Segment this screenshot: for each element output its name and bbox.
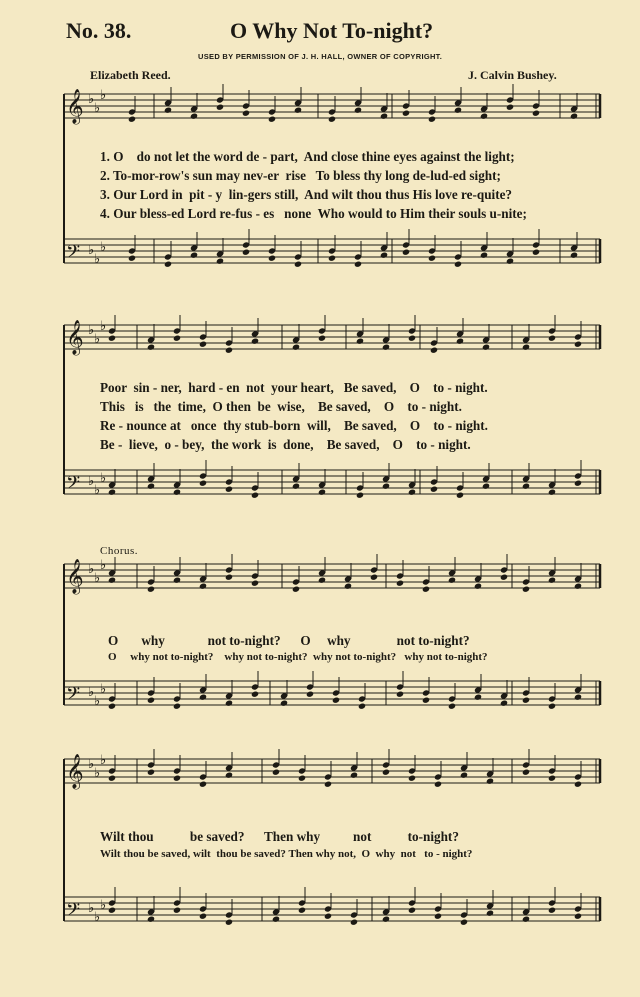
note-head (354, 107, 362, 114)
flat-icon: ♭ (88, 323, 95, 338)
note-head (548, 577, 556, 584)
note-head (522, 769, 530, 776)
note-head (428, 255, 436, 262)
note-head (356, 492, 364, 499)
note-head (268, 116, 276, 123)
note-head (548, 907, 556, 914)
flat-icon: ♭ (100, 753, 107, 768)
flat-icon: ♭ (100, 471, 107, 486)
note-head (430, 347, 438, 354)
note-head (350, 772, 358, 779)
flat-icon: ♭ (94, 252, 101, 267)
note-head (344, 583, 352, 590)
note-head (225, 486, 233, 493)
note-head (548, 775, 556, 782)
note-head (108, 577, 116, 584)
flat-icon: ♭ (100, 240, 107, 255)
note-head (306, 691, 314, 698)
bass-clef-icon: 𝄢 (66, 684, 81, 709)
note-head (164, 261, 172, 268)
note-head (292, 483, 300, 490)
note-head (460, 919, 468, 926)
flat-icon: ♭ (94, 910, 101, 925)
flat-icon: ♭ (94, 101, 101, 116)
note-head (199, 583, 207, 590)
note-head (422, 586, 430, 593)
note-head (402, 110, 410, 117)
note-head (272, 769, 280, 776)
flat-icon: ♭ (94, 332, 101, 347)
note-head (147, 483, 155, 490)
note-head (292, 586, 300, 593)
note-head (574, 694, 582, 701)
flat-icon: ♭ (88, 92, 95, 107)
hymn-number: No. 38. (66, 18, 132, 43)
note-head (522, 483, 530, 490)
note-head (474, 583, 482, 590)
note-head (199, 694, 207, 701)
chorus-label: Chorus. (100, 545, 139, 557)
note-head (522, 344, 530, 351)
note-head (268, 255, 276, 262)
note-head (454, 261, 462, 268)
note-head (486, 910, 494, 917)
note-head (294, 107, 302, 114)
note-head (225, 574, 233, 581)
note-head (354, 261, 362, 268)
note-head (199, 341, 207, 348)
note-head (225, 700, 233, 707)
note-head (460, 772, 468, 779)
note-head (448, 577, 456, 584)
note-head (225, 772, 233, 779)
note-head (522, 916, 530, 923)
note-head (356, 338, 364, 345)
flat-icon: ♭ (94, 571, 101, 586)
note-head (173, 489, 181, 496)
note-head (428, 116, 436, 123)
note-head (216, 258, 224, 265)
verse-3-line-a: 3. Our Lord in pit - y lin-gers still, And wilt thou thus His love re-quite? (100, 187, 513, 202)
note-head (164, 107, 172, 114)
note-head (522, 586, 530, 593)
note-head (128, 255, 136, 262)
bass-clef-icon: 𝄢 (66, 900, 81, 925)
note-head (358, 703, 366, 710)
note-head (280, 700, 288, 707)
note-head (370, 574, 378, 581)
note-head (574, 583, 582, 590)
note-head (382, 769, 390, 776)
flat-icon: ♭ (88, 901, 95, 916)
note-head (173, 703, 181, 710)
note-head (522, 697, 530, 704)
note-head (456, 338, 464, 345)
note-head (199, 913, 207, 920)
note-head (292, 344, 300, 351)
note-head (574, 781, 582, 788)
note-head (532, 110, 540, 117)
note-head (382, 344, 390, 351)
note-head (396, 691, 404, 698)
flat-icon: ♭ (100, 898, 107, 913)
note-head (324, 781, 332, 788)
note-head (548, 335, 556, 342)
chorus-line-1-lower: O why not to-night? why not to-night? why not to-night? why not to-night? (108, 651, 488, 663)
note-head (570, 113, 578, 120)
note-head (396, 580, 404, 587)
note-head (434, 781, 442, 788)
note-head (216, 104, 224, 111)
copyright-permission: USED BY PERMISSION OF J. H. HALL, OWNER OF COPYRIGHT. (198, 52, 443, 61)
flat-icon: ♭ (94, 766, 101, 781)
verse-4-line-a: 4. Our bless-ed Lord re-fus - es none Who would to Him their souls u-nite; (100, 206, 527, 221)
flat-icon: ♭ (88, 757, 95, 772)
flat-icon: ♭ (88, 685, 95, 700)
flat-icon: ♭ (94, 694, 101, 709)
note-head (251, 580, 259, 587)
note-head (500, 700, 508, 707)
note-head (251, 338, 259, 345)
note-head (251, 691, 259, 698)
note-head (272, 916, 280, 923)
note-head (380, 113, 388, 120)
note-head (408, 335, 416, 342)
note-head (402, 249, 410, 256)
note-head (382, 916, 390, 923)
note-head (147, 769, 155, 776)
note-head (190, 113, 198, 120)
note-head (434, 913, 442, 920)
note-head (108, 335, 116, 342)
note-head (328, 255, 336, 262)
chorus-line-2-upper: Wilt thou be saved? Then why not to-night? (100, 829, 459, 844)
flat-icon: ♭ (88, 562, 95, 577)
flat-icon: ♭ (94, 483, 101, 498)
note-head (408, 907, 416, 914)
note-head (318, 577, 326, 584)
note-head (294, 261, 302, 268)
chorus-line-2-lower: Wilt thou be saved, wilt thou be saved? Then why not, O why not to - night? (100, 848, 473, 860)
note-head (108, 775, 116, 782)
note-head (251, 492, 259, 499)
note-head (318, 335, 326, 342)
treble-clef-icon: 𝄞 (66, 754, 84, 789)
note-head (225, 919, 233, 926)
note-head (350, 919, 358, 926)
note-head (474, 694, 482, 701)
note-head (456, 492, 464, 499)
verse-2-line-b: This is the time, O then be wise, Be saved, O to - night. (100, 399, 462, 414)
note-head (173, 335, 181, 342)
note-head (382, 483, 390, 490)
note-head (422, 697, 430, 704)
flat-icon: ♭ (88, 243, 95, 258)
note-head (173, 907, 181, 914)
hymn-title: O Why Not To-night? (230, 18, 434, 43)
note-head (128, 116, 136, 123)
note-head (332, 697, 340, 704)
note-head (430, 486, 438, 493)
treble-clef-icon: 𝄞 (66, 89, 84, 124)
note-head (500, 574, 508, 581)
note-head (480, 252, 488, 259)
note-head (147, 344, 155, 351)
note-head (532, 249, 540, 256)
composer-credit: J. Calvin Bushey. (468, 68, 557, 82)
note-head (328, 116, 336, 123)
note-head (298, 907, 306, 914)
flat-icon: ♭ (100, 319, 107, 334)
note-head (574, 913, 582, 920)
note-head (548, 703, 556, 710)
note-head (318, 489, 326, 496)
note-head (324, 913, 332, 920)
verse-1-line-b: Poor sin - ner, hard - en not your heart, Be saved, O to - night. (100, 380, 488, 395)
note-head (108, 703, 116, 710)
treble-clef-icon: 𝄞 (66, 559, 84, 594)
note-head (147, 586, 155, 593)
flat-icon: ♭ (100, 88, 107, 103)
note-head (242, 110, 250, 117)
note-head (199, 480, 207, 487)
verse-3-line-b: Re - nounce at once thy stub-born will, Be saved, O to - night. (100, 418, 488, 433)
verse-4-line-b: Be - lieve, o - bey, the work is done, Be saved, O to - night. (100, 437, 471, 452)
note-head (173, 775, 181, 782)
note-head (506, 104, 514, 111)
note-head (486, 778, 494, 785)
note-head (482, 344, 490, 351)
note-head (147, 697, 155, 704)
flat-icon: ♭ (88, 474, 95, 489)
bass-clef-icon: 𝄢 (66, 473, 81, 498)
bass-clef-icon: 𝄢 (66, 242, 81, 267)
note-head (482, 483, 490, 490)
note-head (108, 489, 116, 496)
note-head (548, 489, 556, 496)
flat-icon: ♭ (100, 682, 107, 697)
note-head (454, 107, 462, 114)
note-head (147, 916, 155, 923)
verse-2-line-a: 2. To-mor-row's sun may nev-er rise To bless thy long de-lud-ed sight; (100, 168, 501, 183)
note-head (190, 252, 198, 259)
note-head (506, 258, 514, 265)
verse-1-line-a: 1. O do not let the word de - part, And close thine eyes against the light; (100, 149, 515, 164)
note-head (574, 480, 582, 487)
lyricist-credit: Elizabeth Reed. (90, 68, 171, 82)
note-head (242, 249, 250, 256)
treble-clef-icon: 𝄞 (66, 320, 84, 355)
note-head (199, 781, 207, 788)
note-head (448, 703, 456, 710)
note-head (108, 907, 116, 914)
note-head (173, 577, 181, 584)
chorus-line-1-upper: O why not to-night? O why not to-night? (108, 633, 470, 648)
note-head (570, 252, 578, 259)
flat-icon: ♭ (100, 558, 107, 573)
note-head (298, 775, 306, 782)
note-head (408, 775, 416, 782)
note-head (380, 252, 388, 259)
note-head (480, 113, 488, 120)
note-head (574, 341, 582, 348)
note-head (225, 347, 233, 354)
note-head (408, 489, 416, 496)
